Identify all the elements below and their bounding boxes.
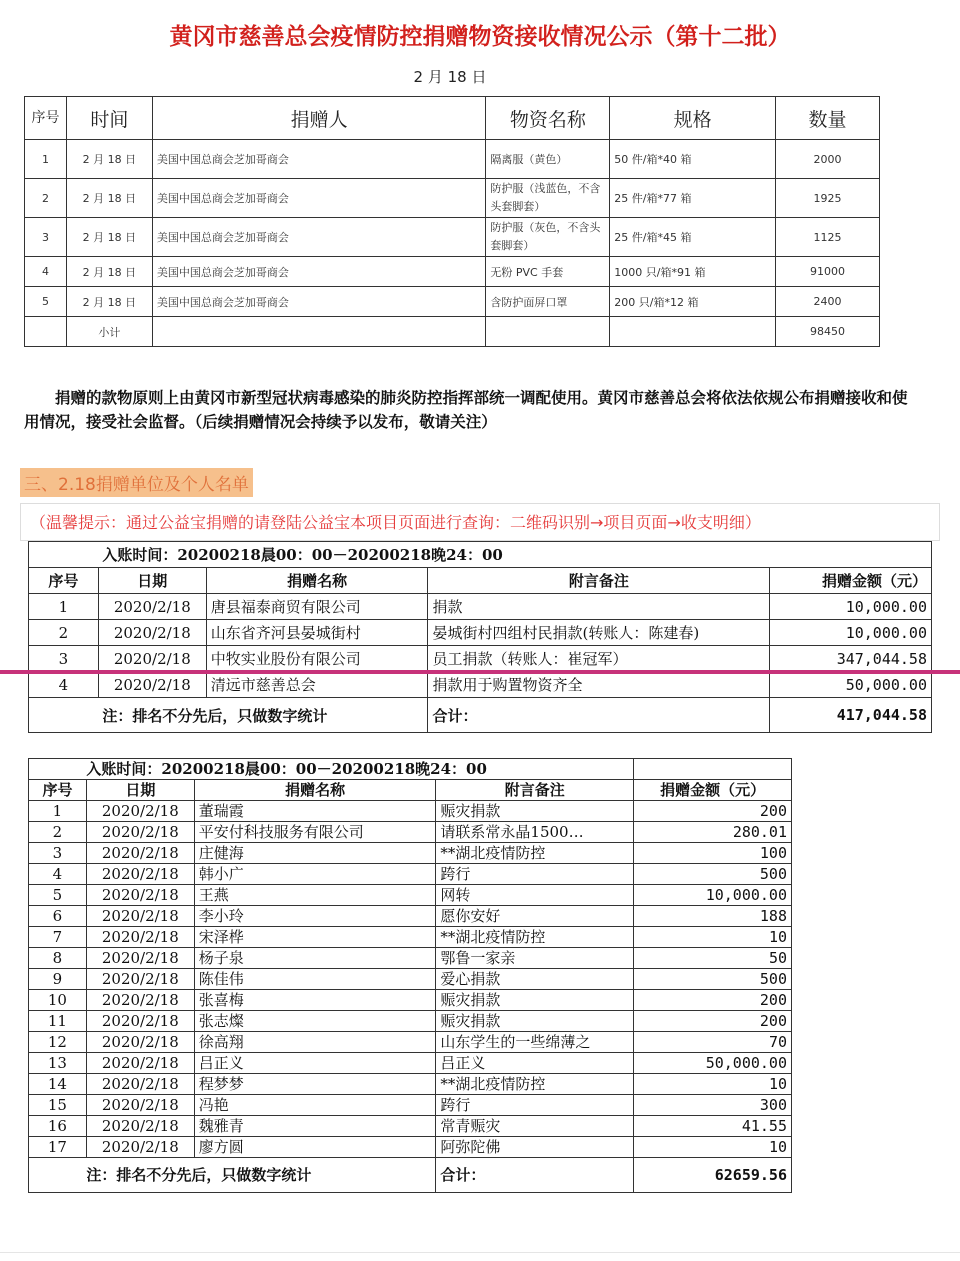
row-note: 山东学生的一些绵薄之 (436, 1032, 634, 1053)
row-amount: 10 (634, 1074, 792, 1095)
row-donor: 美国中国总商会芝加哥商会 (152, 218, 486, 257)
row-date: 2020/2/18 (98, 646, 206, 672)
row-qty: 1125 (776, 218, 880, 257)
row-date: 2020/2/18 (86, 990, 194, 1011)
row-number: 4 (29, 864, 87, 885)
table-header-row (29, 568, 932, 594)
row-note: **湖北疫情防控 (436, 927, 634, 948)
section-heading: 三、2.18捐赠单位及个人名单 (20, 468, 253, 497)
subtotal-row (25, 317, 880, 347)
table-row (29, 906, 792, 927)
materials-table (24, 96, 880, 347)
row-date: 2020/2/18 (98, 620, 206, 646)
row-qty: 1925 (776, 179, 880, 218)
table-row (29, 1095, 792, 1116)
table-row (29, 927, 792, 948)
row-date: 2020/2/18 (86, 1116, 194, 1137)
row-note: 赈灾捐款 (436, 1011, 634, 1032)
row-note: 赈灾捐款 (436, 801, 634, 822)
row-item: 含防护面屏口罩 (486, 287, 610, 317)
table-row (29, 646, 932, 672)
row-note: 网转 (436, 885, 634, 906)
row-donor: 美国中国总商会芝加哥商会 (152, 287, 486, 317)
row-date: 2020/2/18 (86, 906, 194, 927)
header-cell: 附言备注 (428, 568, 770, 594)
row-amount: 10 (634, 927, 792, 948)
row-date: 2020/2/18 (86, 1011, 194, 1032)
row-number: 8 (29, 948, 87, 969)
row-qty: 2000 (776, 140, 880, 179)
row-note: 赈灾捐款 (436, 990, 634, 1011)
table-row (29, 1137, 792, 1158)
row-item: 防护服（浅蓝色，不含头套脚套） (486, 179, 610, 218)
row-date: 2020/2/18 (86, 927, 194, 948)
row-time: 2 月 18 日 (66, 218, 152, 257)
row-name: 董瑞霞 (194, 801, 436, 822)
row-spec: 25 件/箱*77 箱 (610, 179, 776, 218)
table-header-row (29, 780, 792, 801)
header-cell: 序号 (29, 568, 99, 594)
row-item: 无粉 PVC 手套 (486, 257, 610, 287)
subtotal-value: 98450 (776, 317, 880, 347)
row-name: 吕正义 (194, 1053, 436, 1074)
bottom-divider (0, 1252, 960, 1253)
empty-cell (634, 759, 792, 780)
total-value: 417,044.58 (770, 698, 932, 733)
table-row (29, 672, 932, 698)
header-cell: 捐赠人 (152, 97, 486, 140)
row-date: 2020/2/18 (98, 672, 206, 698)
row-note: 请联系常永晶1500… (436, 822, 634, 843)
table-row (25, 218, 880, 257)
row-amount: 70 (634, 1032, 792, 1053)
row-date: 2020/2/18 (98, 594, 206, 620)
row-number: 1 (29, 801, 87, 822)
row-number: 15 (29, 1095, 87, 1116)
row-name: 冯艳 (194, 1095, 436, 1116)
table-row (29, 948, 792, 969)
row-date: 2020/2/18 (86, 885, 194, 906)
header-cell: 日期 (86, 780, 194, 801)
row-name: 李小玲 (194, 906, 436, 927)
account-time-row (29, 542, 932, 568)
row-spec: 200 只/箱*12 箱 (610, 287, 776, 317)
row-name: 平安付科技服务有限公司 (194, 822, 436, 843)
total-label: 合计： (436, 1158, 634, 1193)
table-row (29, 822, 792, 843)
row-note: 阿弥陀佛 (436, 1137, 634, 1158)
total-row (29, 698, 932, 733)
row-date: 2020/2/18 (86, 801, 194, 822)
row-name: 陈佳伟 (194, 969, 436, 990)
header-cell: 捐赠金额（元） (634, 780, 792, 801)
notice-text: （温馨提示：通过公益宝捐赠的请登陆公益宝本项目页面进行查询：二维码识别→项目页面→收支明细） (30, 513, 761, 532)
table-row (29, 1074, 792, 1095)
row-note: 捐款用于购置物资齐全 (428, 672, 770, 698)
row-number: 2 (29, 822, 87, 843)
row-amount: 50,000.00 (634, 1053, 792, 1074)
row-qty: 2400 (776, 287, 880, 317)
row-name: 张志燦 (194, 1011, 436, 1032)
row-name: 廖方圆 (194, 1137, 436, 1158)
table-row (25, 179, 880, 218)
usage-paragraph: 捐赠的款物原则上由黄冈市新型冠状病毒感染的肺炎防控指挥部统一调配使用。黄冈市慈善总会将依法依规公布捐赠接收和使用情况，接受社会监督。（后续捐赠情况会持续予以发布，敬请关注） (24, 388, 908, 431)
row-spec: 25 件/箱*45 箱 (610, 218, 776, 257)
empty-cell (29, 759, 87, 780)
row-donor: 美国中国总商会芝加哥商会 (152, 140, 486, 179)
row-name: 唐县福泰商贸有限公司 (206, 594, 428, 620)
empty-cell (29, 542, 99, 568)
empty-cell (152, 317, 486, 347)
row-number: 2 (29, 620, 99, 646)
row-amount: 188 (634, 906, 792, 927)
row-time: 2 月 18 日 (66, 257, 152, 287)
row-amount: 300 (634, 1095, 792, 1116)
header-cell: 捐赠金额（元） (770, 568, 932, 594)
row-number: 3 (25, 218, 67, 257)
table-row (29, 864, 792, 885)
units-donation-table (28, 541, 932, 733)
row-name: 张喜梅 (194, 990, 436, 1011)
table-row (29, 1032, 792, 1053)
row-spec: 1000 只/箱*91 箱 (610, 257, 776, 287)
row-number: 14 (29, 1074, 87, 1095)
row-amount: 10 (634, 1137, 792, 1158)
row-time: 2 月 18 日 (66, 179, 152, 218)
row-name: 程梦梦 (194, 1074, 436, 1095)
row-note: 鄂鲁一家亲 (436, 948, 634, 969)
materials-header-row (25, 97, 880, 140)
row-name: 魏雅青 (194, 1116, 436, 1137)
footnote: 注：排名不分先后，只做数字统计 (98, 698, 428, 733)
row-date: 2020/2/18 (86, 948, 194, 969)
row-name: 清远市慈善总会 (206, 672, 428, 698)
individuals-donation-table (28, 758, 792, 1193)
row-number: 5 (25, 287, 67, 317)
account-time-row (29, 759, 792, 780)
empty-cell (25, 317, 67, 347)
header-cell: 物资名称 (486, 97, 610, 140)
row-amount: 200 (634, 801, 792, 822)
row-amount: 50,000.00 (770, 672, 932, 698)
empty-cell (29, 698, 99, 733)
header-cell: 序号 (29, 780, 87, 801)
row-date: 2020/2/18 (86, 969, 194, 990)
row-date: 2020/2/18 (86, 1095, 194, 1116)
row-note: 晏城街村四组村民捐款(转账人：陈建春) (428, 620, 770, 646)
row-note: **湖北疫情防控 (436, 1074, 634, 1095)
row-note: 爱心捐款 (436, 969, 634, 990)
row-amount: 200 (634, 990, 792, 1011)
row-number: 17 (29, 1137, 87, 1158)
total-label: 合计： (428, 698, 770, 733)
footnote: 注：排名不分先后，只做数字统计 (86, 1158, 436, 1193)
row-note: **湖北疫情防控 (436, 843, 634, 864)
table-row (25, 140, 880, 179)
table-row (29, 1011, 792, 1032)
table-row (29, 1116, 792, 1137)
row-name: 宋泽桦 (194, 927, 436, 948)
row-note: 吕正义 (436, 1053, 634, 1074)
row-number: 1 (29, 594, 99, 620)
table-row (29, 594, 932, 620)
row-amount: 50 (634, 948, 792, 969)
table-row (29, 801, 792, 822)
row-name: 庄健海 (194, 843, 436, 864)
row-number: 9 (29, 969, 87, 990)
row-note: 常青赈灾 (436, 1116, 634, 1137)
table-row (29, 990, 792, 1011)
row-number: 6 (29, 906, 87, 927)
row-amount: 41.55 (634, 1116, 792, 1137)
row-number: 2 (25, 179, 67, 218)
empty-cell (486, 317, 610, 347)
table-row (25, 257, 880, 287)
row-amount: 500 (634, 969, 792, 990)
header-cell: 捐赠名称 (206, 568, 428, 594)
row-number: 1 (25, 140, 67, 179)
account-time: 入账时间：20200218晨00：00－20200218晚24：00 (98, 542, 931, 568)
row-time: 2 月 18 日 (66, 287, 152, 317)
row-number: 10 (29, 990, 87, 1011)
row-number: 4 (29, 672, 99, 698)
row-name: 王燕 (194, 885, 436, 906)
row-amount: 100 (634, 843, 792, 864)
row-number: 13 (29, 1053, 87, 1074)
empty-cell (29, 1158, 87, 1193)
row-donor: 美国中国总商会芝加哥商会 (152, 257, 486, 287)
row-number: 3 (29, 843, 87, 864)
row-date: 2020/2/18 (86, 822, 194, 843)
header-cell: 日期 (98, 568, 206, 594)
table-row (25, 287, 880, 317)
row-amount: 500 (634, 864, 792, 885)
row-note: 跨行 (436, 1095, 634, 1116)
header-cell: 数量 (776, 97, 880, 140)
row-note: 愿你安好 (436, 906, 634, 927)
row-date: 2020/2/18 (86, 864, 194, 885)
row-date: 2020/2/18 (86, 1137, 194, 1158)
row-amount: 280.01 (634, 822, 792, 843)
row-date: 2020/2/18 (86, 1032, 194, 1053)
row-spec: 50 件/箱*40 箱 (610, 140, 776, 179)
document-date: 2 月 18 日 (413, 68, 487, 86)
row-date: 2020/2/18 (86, 1053, 194, 1074)
header-cell: 附言备注 (436, 780, 634, 801)
row-date: 2020/2/18 (86, 1074, 194, 1095)
row-qty: 91000 (776, 257, 880, 287)
row-note: 捐款 (428, 594, 770, 620)
row-number: 16 (29, 1116, 87, 1137)
row-name: 山东省齐河县晏城街村 (206, 620, 428, 646)
row-time: 2 月 18 日 (66, 140, 152, 179)
row-amount: 10,000.00 (770, 620, 932, 646)
row-note: 员工捐款（转账人：崔冠军） (428, 646, 770, 672)
header-cell: 序号 (25, 97, 67, 140)
row-number: 12 (29, 1032, 87, 1053)
table-row (29, 620, 932, 646)
header-cell: 规格 (610, 97, 776, 140)
row-item: 防护服（灰色，不含头套脚套） (486, 218, 610, 257)
row-name: 韩小广 (194, 864, 436, 885)
row-donor: 美国中国总商会芝加哥商会 (152, 179, 486, 218)
row-amount: 10,000.00 (770, 594, 932, 620)
row-date: 2020/2/18 (86, 843, 194, 864)
row-item: 隔离服（黄色） (486, 140, 610, 179)
row-name: 中牧实业股份有限公司 (206, 646, 428, 672)
total-value: 62659.56 (634, 1158, 792, 1193)
red-divider-line (0, 670, 960, 674)
table-row (29, 885, 792, 906)
row-amount: 10,000.00 (634, 885, 792, 906)
table-row (29, 969, 792, 990)
row-amount: 347,044.58 (770, 646, 932, 672)
row-note: 跨行 (436, 864, 634, 885)
document-title: 黄冈市慈善总会疫情防控捐赠物资接收情况公示（第十二批） (169, 23, 791, 50)
row-number: 11 (29, 1011, 87, 1032)
table-row (29, 843, 792, 864)
empty-cell (610, 317, 776, 347)
account-time: 入账时间：20200218晨00：00－20200218晚24：00 (86, 759, 633, 780)
row-amount: 200 (634, 1011, 792, 1032)
table-row (29, 1053, 792, 1074)
row-number: 3 (29, 646, 99, 672)
header-cell: 时间 (66, 97, 152, 140)
row-name: 徐高翔 (194, 1032, 436, 1053)
header-cell: 捐赠名称 (194, 780, 436, 801)
row-number: 4 (25, 257, 67, 287)
total-row (29, 1158, 792, 1193)
subtotal-label: 小计 (66, 317, 152, 347)
row-number: 7 (29, 927, 87, 948)
row-number: 5 (29, 885, 87, 906)
row-name: 杨子泉 (194, 948, 436, 969)
